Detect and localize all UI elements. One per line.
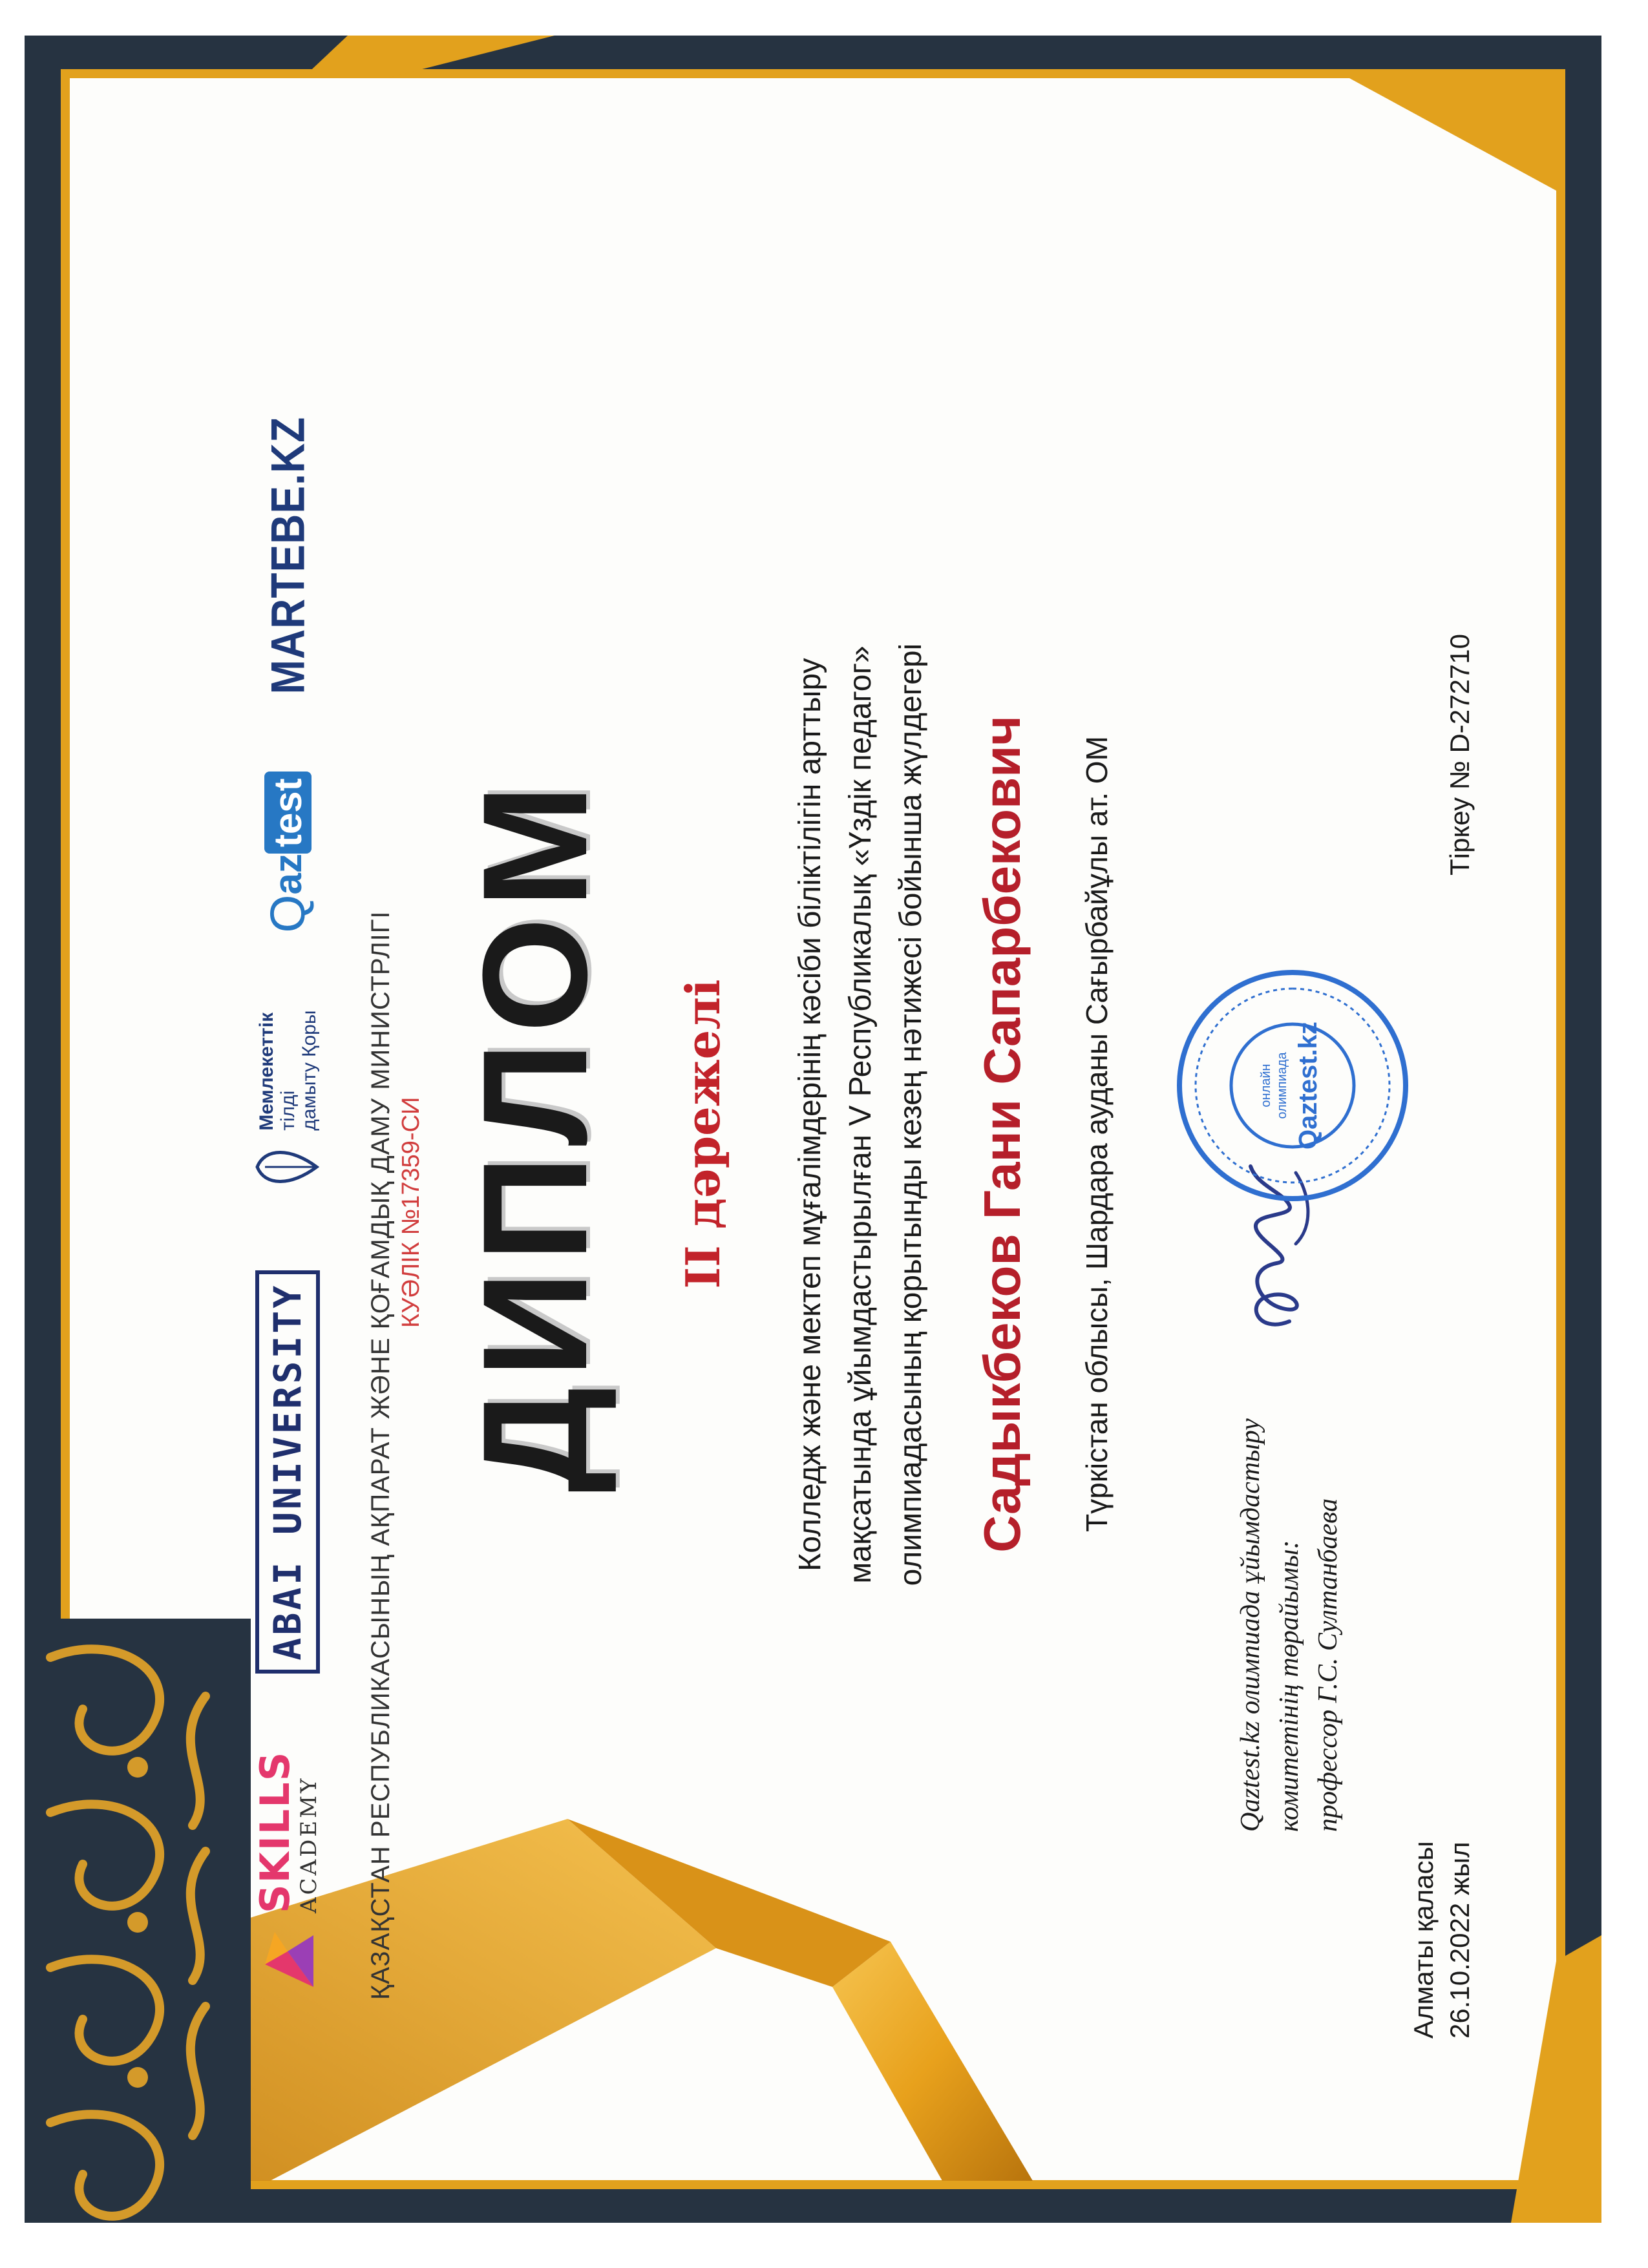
organizer-line: профессор Г.С. Султанбаева: [1313, 1498, 1343, 1832]
til-line-3: дамыту Қоры: [298, 1010, 320, 1131]
skills-flower-icon: [249, 1922, 326, 2000]
organizer-line: комитетінің төрайымы:: [1274, 1540, 1304, 1832]
license-number: КУӘЛІК №17359-СИ: [397, 1097, 425, 1328]
diploma-description: [785, 275, 936, 1955]
til-foundation-logo: [252, 1011, 323, 1193]
abai-university-logo: [255, 1270, 320, 1674]
stamp-line-1: онлайн: [1259, 1064, 1273, 1108]
stamp-line-2: олимпиада: [1275, 1052, 1289, 1119]
skills-title: SKILLS: [251, 1750, 299, 1913]
diploma-title: ДИПЛОМ: [452, 775, 618, 1493]
issue-city: Алматы қаласы: [1408, 1841, 1439, 2039]
qaztest-logo: [260, 772, 316, 932]
qaztest-q: Q: [260, 894, 315, 933]
registration-number: Тіркеу № D-272710: [1444, 634, 1475, 876]
til-line-2: тілді: [277, 1090, 299, 1131]
issue-date: 26.10.2022 жыл: [1444, 1842, 1475, 2039]
qaztest-test: test: [264, 772, 312, 854]
recipient-name: Садыкбеков Гани Сапарбекович: [973, 715, 1031, 1553]
description-line: Колледж және мектеп мұғалімдерінің кәсіби біліктілігін арттыру: [793, 658, 827, 1571]
recipient-region: Түркістан облысы, Шардара ауданы Сағырбайұлы ат. ОМ: [1080, 736, 1114, 1532]
martebe-logo: MARTEBE.KZ: [260, 416, 315, 695]
description-line: олимпиадасының қорытынды кезең нәтижесі бойынша жүлдегері: [894, 643, 928, 1586]
organizer-line: Qaztest.kz олимпиада ұйымдастыру: [1236, 1418, 1265, 1832]
issue-place-date: [1406, 1651, 1478, 2039]
ministry-heading: ҚАЗАҚСТАН РЕСПУБЛИКАСЫНЫҢ АҚПАРАТ ЖӘНЕ ҚОҒАМДЫҚ ДАМУ МИНИСТРЛІГІ: [366, 910, 395, 2000]
til-line-1: Мемлекеттік: [255, 1012, 277, 1131]
logo-row: [236, 255, 339, 2000]
quill-icon: [252, 1141, 323, 1193]
description-line: мақсатында ұйымдастырылған V Республикалық «Үздік педагог»: [843, 646, 878, 1584]
abai-university-text: ABAI UNIVERSITY: [266, 1283, 310, 1661]
diploma-degree: ІІ дәрежелі: [675, 979, 730, 1289]
stamp-brand: Qaztest.kz: [1294, 1022, 1322, 1150]
round-stamp: [1173, 966, 1412, 1205]
skills-subtitle: ACADEMY: [296, 1776, 322, 1913]
skills-academy-logo: [249, 1751, 326, 2000]
diploma-content: [113, 165, 1535, 2103]
qaztest-az: az: [266, 854, 310, 895]
